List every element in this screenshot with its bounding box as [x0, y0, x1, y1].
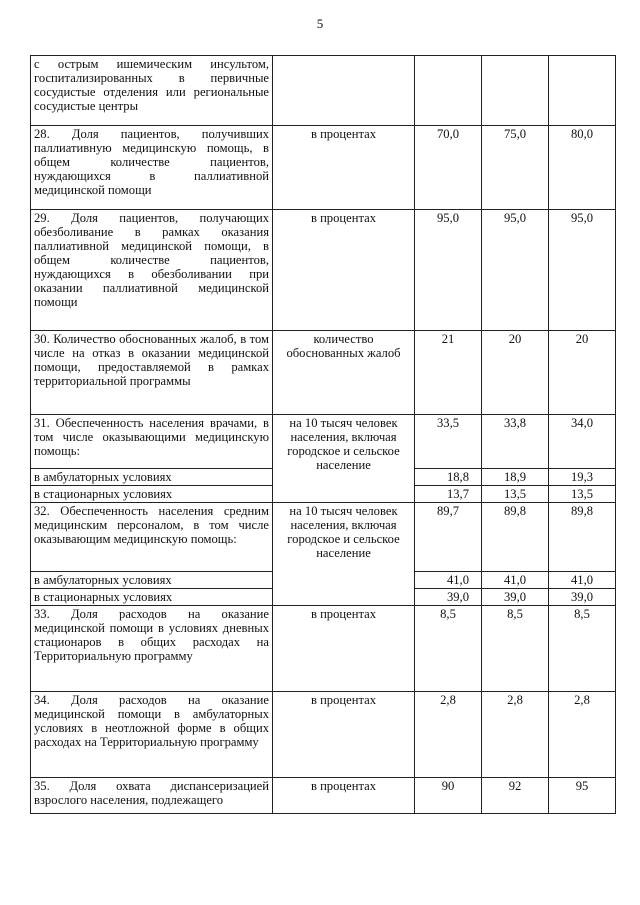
value-2: 13,5: [482, 486, 549, 503]
indicator-name: 28. Доля пациентов, получивших паллиативную медицинскую помощь, в общем количестве пациентов, нуждающихся в паллиативной медицинской помощи: [31, 126, 273, 210]
value-2: 92: [482, 778, 549, 814]
indicator-unit: на 10 тысяч человек населения, включая городское и сельское население: [273, 415, 415, 503]
sub-indicator-name: в амбулаторных условиях: [31, 572, 273, 589]
indicator-unit: в процентах: [273, 126, 415, 210]
value-2: 20: [482, 331, 549, 415]
value-2: 39,0: [482, 589, 549, 606]
table-row: [31, 126, 616, 210]
table-row: [31, 503, 616, 572]
value-1: 89,7: [415, 503, 482, 572]
value-3: [549, 56, 616, 126]
indicator-unit: в процентах: [273, 210, 415, 331]
table-row: [31, 331, 616, 415]
value-2: [482, 56, 549, 126]
value-3: 95: [549, 778, 616, 814]
value-1: 95,0: [415, 210, 482, 331]
value-3: 13,5: [549, 486, 616, 503]
table-row: [31, 606, 616, 692]
value-3: 89,8: [549, 503, 616, 572]
indicator-unit: в процентах: [273, 778, 415, 814]
value-2: 41,0: [482, 572, 549, 589]
value-3: 2,8: [549, 692, 616, 778]
table-row: [31, 692, 616, 778]
indicator-name: 32. Обеспеченность населения средним медицинским персоналом, в том числе оказывающим медицинскую помощь:: [31, 503, 273, 572]
indicator-name: 34. Доля расходов на оказание медицинской помощи в амбулаторных условиях в неотложной форме в общих расходах на Территориальную программу: [31, 692, 273, 778]
value-2: 2,8: [482, 692, 549, 778]
value-2: 89,8: [482, 503, 549, 572]
indicator-name: 29. Доля пациентов, получающих обезболивание в рамках оказания паллиативной медицинской помощи, в общем количестве пациентов, нуждающихся в обезболивании при оказании паллиативной медицинской помощи: [31, 210, 273, 331]
indicator-name: 33. Доля расходов на оказание медицинской помощи в условиях дневных стационаров в общих расходах на Территориальную программу: [31, 606, 273, 692]
value-3: 80,0: [549, 126, 616, 210]
value-1: 8,5: [415, 606, 482, 692]
table-row: [31, 56, 616, 126]
value-3: 8,5: [549, 606, 616, 692]
value-1: 21: [415, 331, 482, 415]
value-1: 13,7: [415, 486, 482, 503]
table-row: [31, 778, 616, 814]
indicator-unit: [273, 56, 415, 126]
value-1: [415, 56, 482, 126]
value-2: 95,0: [482, 210, 549, 331]
value-3: 34,0: [549, 415, 616, 469]
page-number: 5: [316, 16, 324, 31]
indicators-table: [30, 55, 616, 814]
value-3: 39,0: [549, 589, 616, 606]
value-1: 70,0: [415, 126, 482, 210]
indicator-unit: в процентах: [273, 692, 415, 778]
indicator-unit: на 10 тысяч человек населения, включая городское и сельское население: [273, 503, 415, 606]
sub-indicator-name: в стационарных условиях: [31, 589, 273, 606]
value-2: 18,9: [482, 469, 549, 486]
value-1: 90: [415, 778, 482, 814]
sub-indicator-name: в амбулаторных условиях: [31, 469, 273, 486]
value-3: 20: [549, 331, 616, 415]
value-2: 33,8: [482, 415, 549, 469]
value-2: 75,0: [482, 126, 549, 210]
value-1: 39,0: [415, 589, 482, 606]
value-3: 19,3: [549, 469, 616, 486]
value-3: 41,0: [549, 572, 616, 589]
value-1: 18,8: [415, 469, 482, 486]
value-1: 2,8: [415, 692, 482, 778]
table-row: [31, 415, 616, 469]
indicator-unit: количество обоснованных жалоб: [273, 331, 415, 415]
table-row: [31, 210, 616, 331]
value-2: 8,5: [482, 606, 549, 692]
value-1: 33,5: [415, 415, 482, 469]
indicator-name: 35. Доля охвата диспансеризацией взрослого населения, подлежащего: [31, 778, 273, 814]
indicator-name: 31. Обеспеченность населения врачами, в том числе оказывающими медицинскую помощь:: [31, 415, 273, 469]
sub-indicator-name: в стационарных условиях: [31, 486, 273, 503]
value-3: 95,0: [549, 210, 616, 331]
indicator-name: с острым ишемическим инсультом, госпитализированных в первичные сосудистые отделения или региональные сосудистые центры: [31, 56, 273, 126]
indicator-unit: в процентах: [273, 606, 415, 692]
value-1: 41,0: [415, 572, 482, 589]
indicator-name: 30. Количество обоснованных жалоб, в том числе на отказ в оказании медицинской помощи, предоставляемой в рамках территориальной программы: [31, 331, 273, 415]
